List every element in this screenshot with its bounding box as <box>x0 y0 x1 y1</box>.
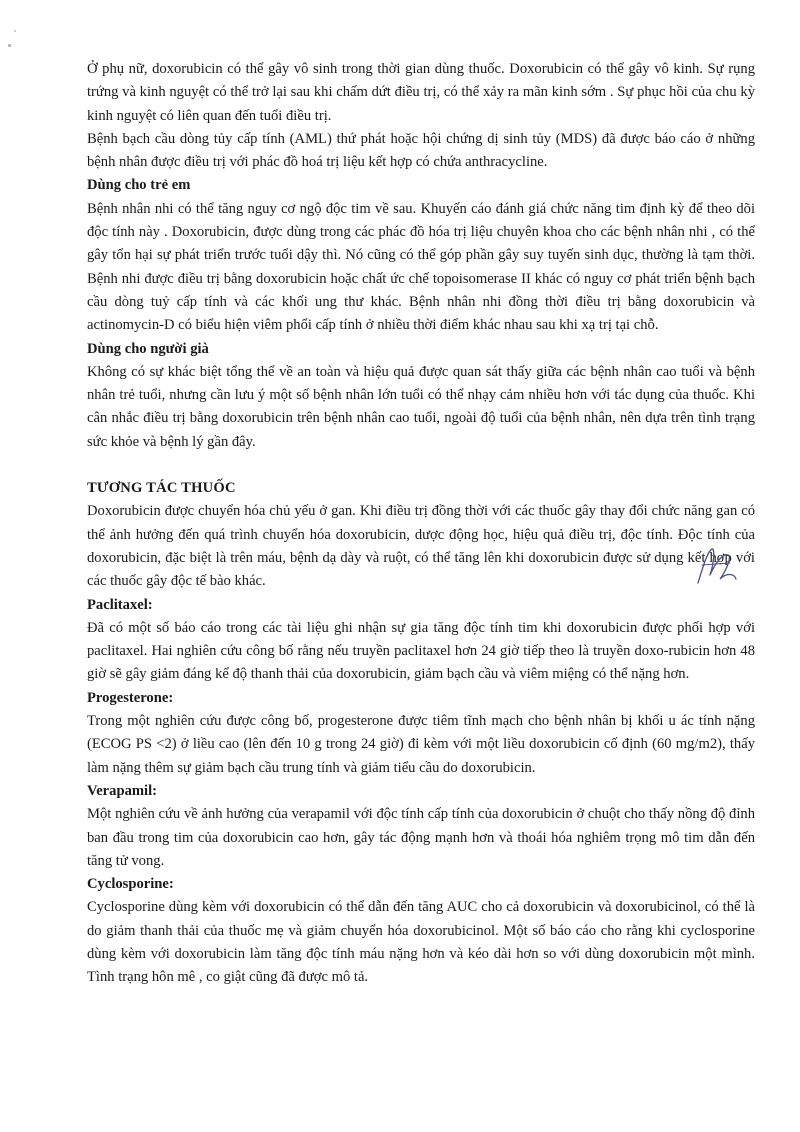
heading-elderly: Dùng cho người già <box>87 340 209 357</box>
heading-progesterone: Progesterone: <box>87 689 174 706</box>
section-title-drug-interactions: TƯƠNG TÁC THUỐC <box>87 480 236 497</box>
paragraph-verapamil: Một nghiên cứu về ảnh hưởng của verapamil với độc tính cấp tính của doxorubicin ở chuột cho thấy nồng độ đỉnh ban đầu trong tim của doxorubicin cao hơn, gây tác động mạnh hơn và thoái hóa nghiêm trọng mô tim dẫn đến tăng tử vong. <box>87 806 755 869</box>
paragraph-paclitaxel: Đã có một số báo cáo trong các tài liệu ghi nhận sự gia tăng độc tính tim khi doxorubicin được phối hợp với paclitaxel. Hai nghiên cứu công bố rằng nếu truyền paclitaxel hơn 24 giờ tiếp theo là truyền doxo-rubicin hơn 48 giờ sẽ gây giảm đáng kể độ thanh thải của doxorubicin, giảm bạch cầu và viêm miệng có thể nặng hơn. <box>87 619 755 683</box>
heading-cyclosporine: Cyclosporine: <box>87 876 174 893</box>
margin-speck-mark <box>14 30 16 32</box>
margin-speck-mark <box>8 44 11 47</box>
paragraph-aml-mds: Bệnh bạch cầu dòng tủy cấp tính (AML) thứ phát hoặc hội chứng dị sinh tủy (MDS) đã được báo cáo ở những bệnh nhân được điều trị với phác đồ hoá trị liệu kết hợp có chứa anthracycline. <box>87 130 755 171</box>
paragraph-cyclosporine: Cyclosporine dùng kèm với doxorubicin có thể dẫn đến tăng AUC cho cả doxorubicin và doxorubicinol, có thể là do giảm thanh thải của thuốc mẹ và giảm chuyển hóa doxorubicinol. Một số báo cáo cho rằng khi cyclosporine dùng kèm với doxorubicin làm tăng độc tính máu nặng hơn và kéo dài hơn so với dùng doxorubicin một mình. Tình trạng hôn mê , co giật cũng đã được mô tả. <box>87 899 755 986</box>
handwritten-signature <box>690 543 740 593</box>
paragraph-progesterone: Trong một nghiên cứu được công bố, progesterone được tiêm tĩnh mạch cho bệnh nhân bị khối u ác tính nặng (ECOG PS <2) ở liều cao (lên đến 10 g trong 24 giờ) đi kèm với một liều doxorubicin cố định (60 mg/m2), thấy làm nặng thêm sự giảm bạch cầu trung tính và giảm tiểu cầu do doxorubicin. <box>87 713 755 776</box>
heading-paclitaxel: Paclitaxel: <box>87 596 153 613</box>
heading-verapamil: Verapamil: <box>87 782 157 799</box>
paragraph-interactions: Doxorubicin được chuyển hóa chủ yếu ở gan. Khi điều trị đồng thời với các thuốc gây thay đổi chức năng gan có thể ảnh hưởng đến quá trình chuyển hóa doxorubicin, dược động học, hiệu quả điều trị, độc tính. Độc tính của doxorubicin, đặc biệt là trên máu, bệnh dạ dày và ruột, có thể tăng lên khi doxorubicin được sử dụng kết hợp với các thuốc gây độc tế bào khác. <box>87 503 755 590</box>
paragraph-children: Bệnh nhân nhi có thể tăng nguy cơ ngộ độc tim về sau. Khuyến cáo đánh giá chức năng tim định kỳ để theo dõi độc tính này . Doxorubicin, được dùng trong các phác đồ hóa trị liệu chuyên khoa cho các bệnh nhân nhi , có thể gây tổn hại sự phát triển trước tuổi dậy thì. Nó cũng có thể góp phần gây suy tuyến sinh dục, thường là tạm thời. Bệnh nhi được điều trị bằng doxorubicin hoặc chất ức chế topoisomerase II khác có nguy cơ phát triển bệnh bạch cầu dòng tuỷ cấp tính và các khối ung thư khác. Bệnh nhân nhi đồng thời điều trị bằng doxorubicin và actinomycin-D có biểu hiện viêm phổi cấp tính ở nhiều thời điểm khác nhau sau khi xạ trị tại chỗ. <box>87 200 755 334</box>
heading-children: Dùng cho trẻ em <box>87 177 191 194</box>
document-page <box>87 58 755 990</box>
paragraph-elderly: Không có sự khác biệt tổng thể về an toàn và hiệu quả được quan sát thấy giữa các bệnh nhân cao tuổi và bệnh nhân trẻ tuổi, nhưng cần lưu ý một số bệnh nhân lớn tuổi có thể nhạy cảm nhiều hơn với tác dụng của thuốc. Khi cân nhắc điều trị bằng doxorubicin trên bệnh nhân cao tuổi, ngoài độ tuổi của bệnh nhân, nên dựa trên tình trạng sức khỏe và bệnh lý gần đây. <box>87 363 755 450</box>
paragraph-fertility: Ở phụ nữ, doxorubicin có thể gây vô sinh trong thời gian dùng thuốc. Doxorubicin có thể gây vô kinh. Sự rụng trứng và kinh nguyệt có thể trở lại sau khi chấm dứt điều trị, có thể xảy ra mãn kinh sớm . Sự phục hồi của chu kỳ kinh nguyệt có liên quan đến tuổi điều trị. <box>87 61 755 124</box>
